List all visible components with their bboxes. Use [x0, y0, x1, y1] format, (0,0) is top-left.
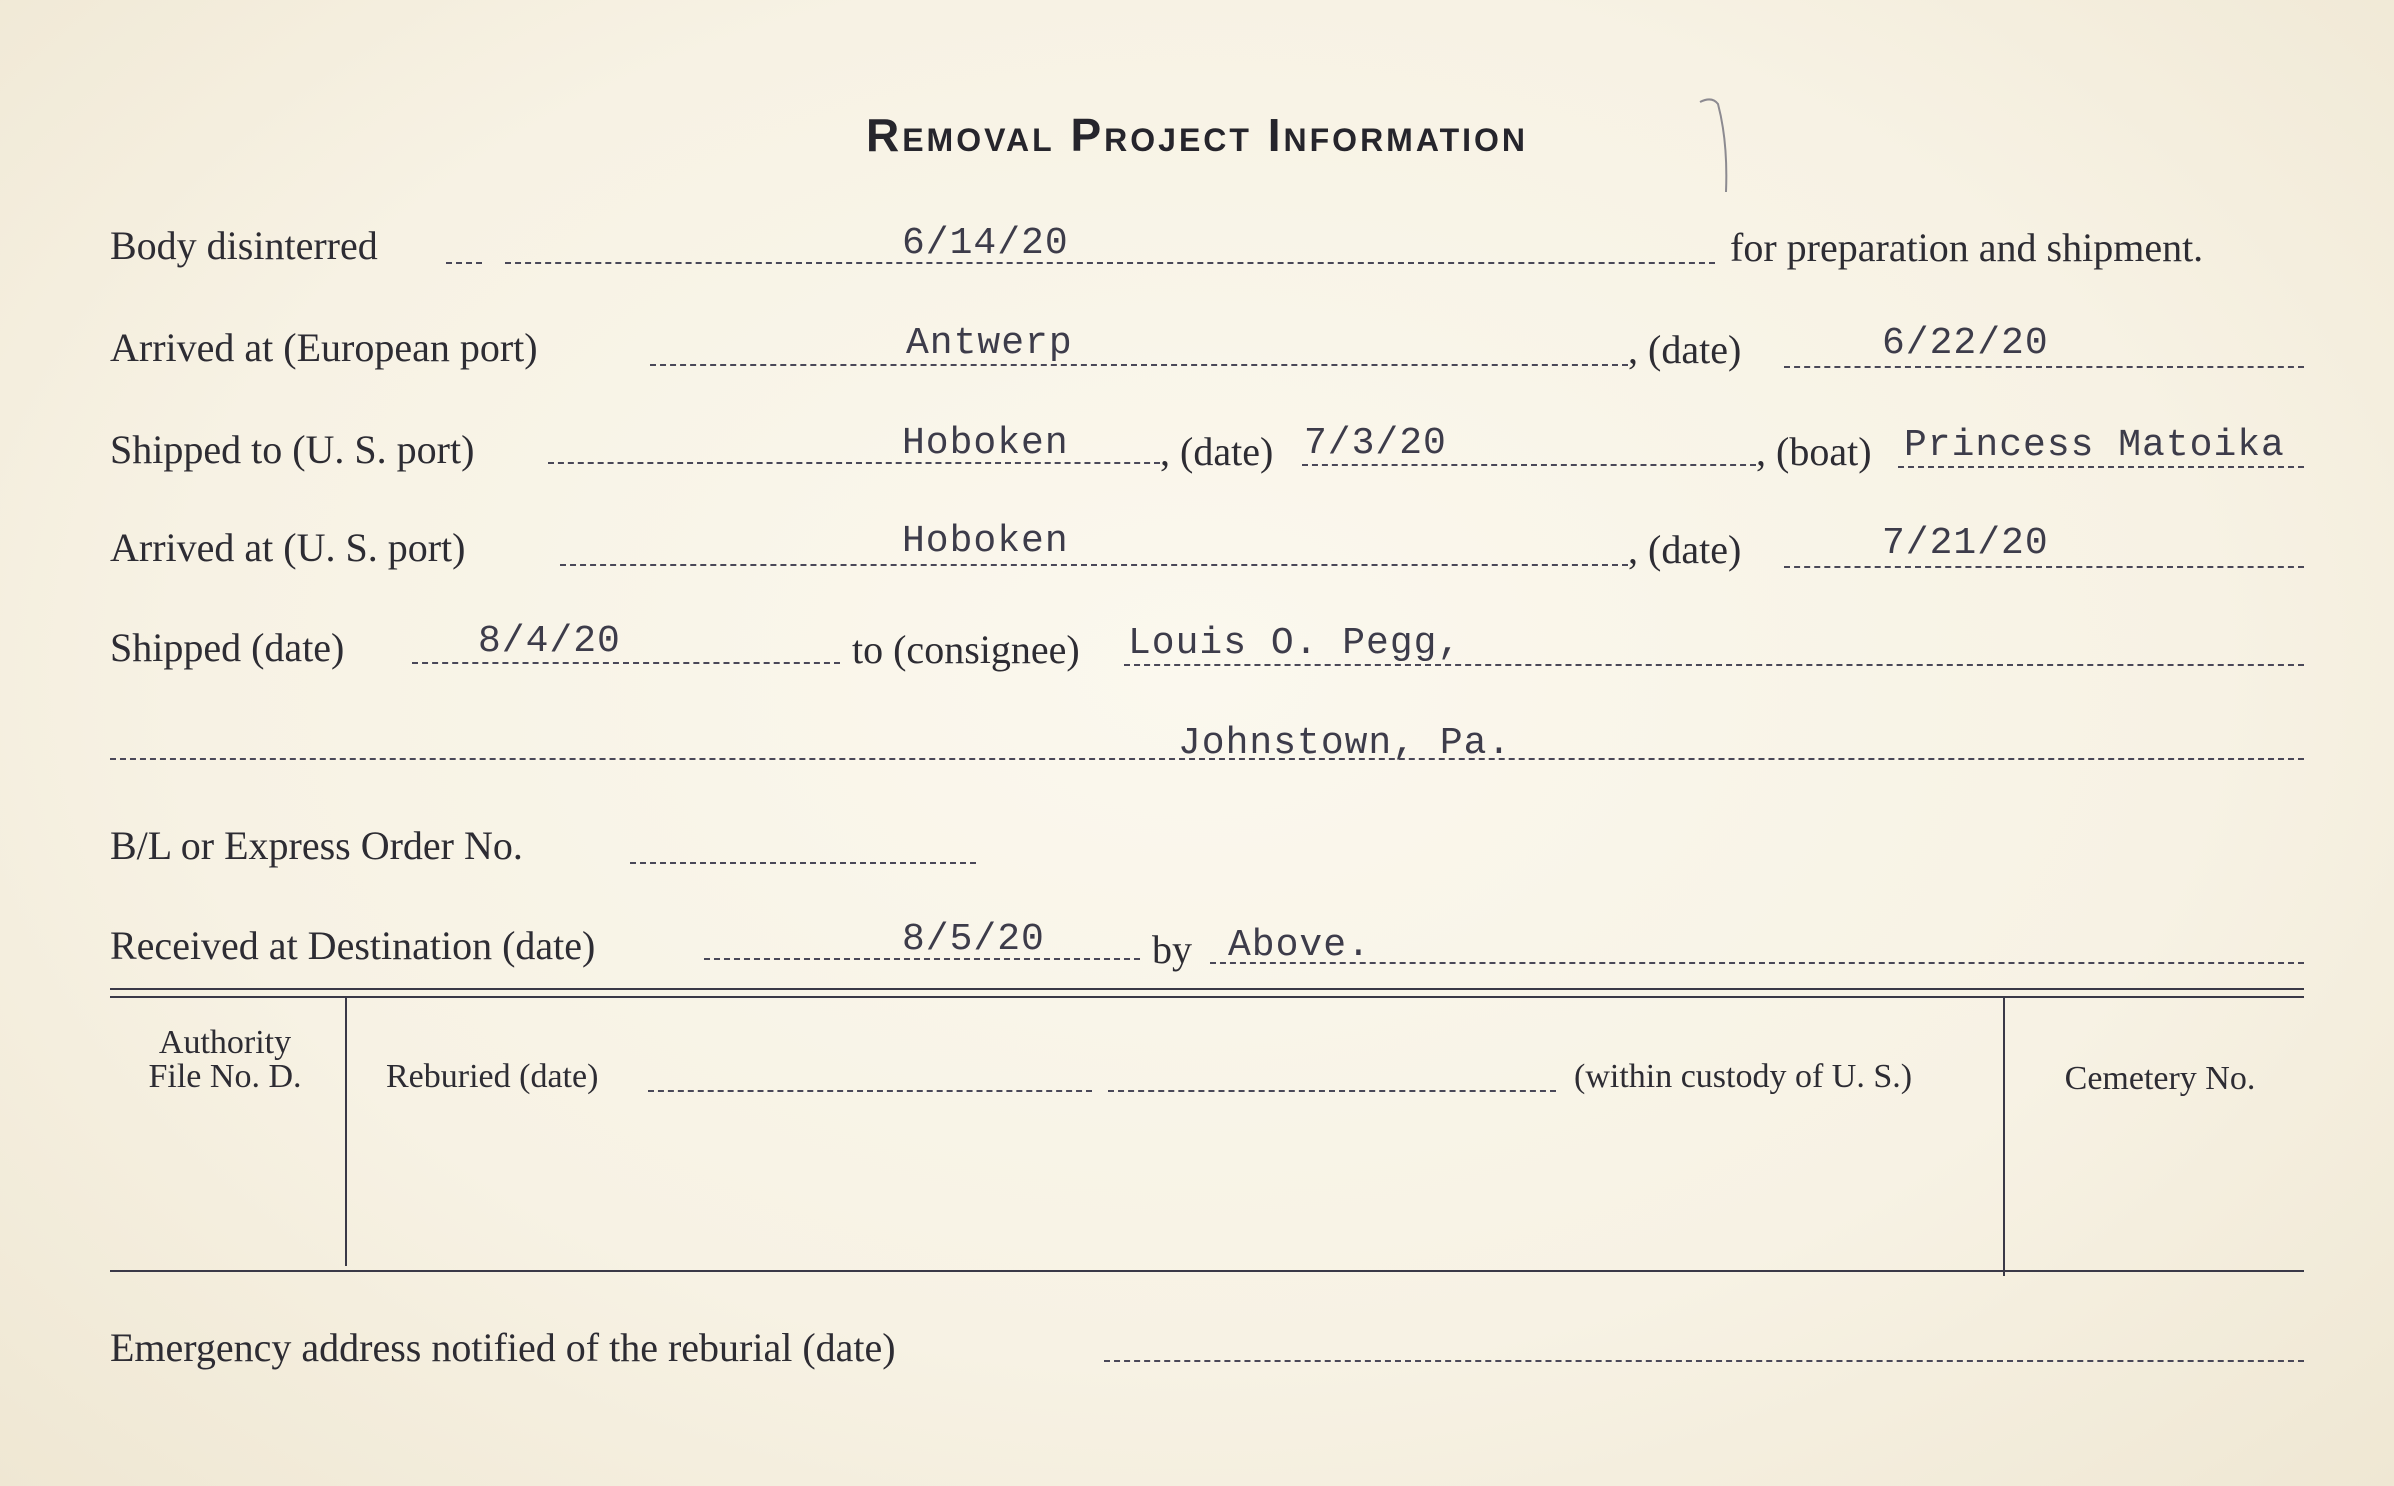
- us-ship-date-value: 7/3/20: [1304, 422, 1447, 465]
- emergency-address-label: Emergency address notified of the reburial (date): [110, 1325, 896, 1370]
- us-arrived-date-value: 7/21/20: [1882, 522, 2049, 565]
- received-by-line[interactable]: [1210, 962, 2304, 964]
- us-arrived-date-line[interactable]: [1784, 566, 2304, 568]
- received-date-label: Received at Destination (date): [110, 923, 596, 968]
- us-port-arrived-line[interactable]: [560, 564, 1628, 566]
- emergency-address-line[interactable]: [1104, 1360, 2304, 1362]
- us-port-arrived-value: Hoboken: [902, 520, 1069, 563]
- reburied-date-line-2[interactable]: [1108, 1090, 1556, 1092]
- boat-value: Princess Matoika: [1904, 424, 2285, 467]
- order-no-line[interactable]: [630, 862, 976, 864]
- consignee-label: to (consignee): [852, 627, 1080, 672]
- consignee-address-value: Johnstown, Pa.: [1178, 722, 1512, 765]
- consignee-value: Louis O. Pegg,: [1128, 622, 1462, 665]
- box-top-rule-double: [110, 996, 2304, 998]
- shipped-date-label: Shipped (date): [110, 625, 345, 670]
- reburied-date-line[interactable]: [648, 1090, 1092, 1092]
- us-arrived-date-label: , (date): [1628, 527, 1742, 572]
- us-port-shipped-value: Hoboken: [902, 422, 1069, 465]
- box-top-rule: [110, 988, 2304, 990]
- received-by-value: Above.: [1228, 924, 1371, 967]
- body-disinterred-label: Body disinterred: [110, 223, 378, 268]
- received-by-label: by: [1152, 927, 1192, 972]
- box-bottom-rule: [110, 1270, 2304, 1272]
- box-divider-right: [2003, 996, 2005, 1276]
- european-port-value: Antwerp: [906, 322, 1073, 365]
- dash-line: [446, 262, 482, 264]
- file-no-label: File No. D.: [148, 1058, 302, 1095]
- reburied-date-label: Reburied (date): [386, 1058, 599, 1095]
- us-port-arrived-label: Arrived at (U. S. port): [110, 525, 466, 570]
- us-ship-date-label: , (date): [1160, 429, 1274, 474]
- received-date-value: 8/5/20: [902, 918, 1045, 961]
- body-disinterred-line[interactable]: [505, 262, 1715, 264]
- european-date-label: , (date): [1628, 327, 1742, 372]
- us-port-shipped-label: Shipped to (U. S. port): [110, 427, 475, 472]
- shipment-suffix-label: for preparation and shipment.: [1730, 225, 2204, 270]
- european-port-label: Arrived at (European port): [110, 325, 538, 370]
- authority-label: Authority: [158, 1024, 292, 1061]
- european-date-value: 6/22/20: [1882, 322, 2049, 365]
- cemetery-no-label: Cemetery No.: [2064, 1060, 2256, 1097]
- box-divider-left: [345, 996, 347, 1266]
- body-disinterred-date: 6/14/20: [902, 222, 1069, 265]
- order-no-label: B/L or Express Order No.: [110, 823, 523, 868]
- shipped-date-line[interactable]: [412, 662, 840, 664]
- card-title: Removal Project Information: [865, 109, 1529, 161]
- european-port-line[interactable]: [650, 364, 1628, 366]
- boat-label: , (boat): [1756, 429, 1872, 474]
- custody-label: (within custody of U. S.): [1574, 1058, 1913, 1095]
- european-date-line[interactable]: [1784, 366, 2304, 368]
- shipped-date-value: 8/4/20: [478, 620, 621, 663]
